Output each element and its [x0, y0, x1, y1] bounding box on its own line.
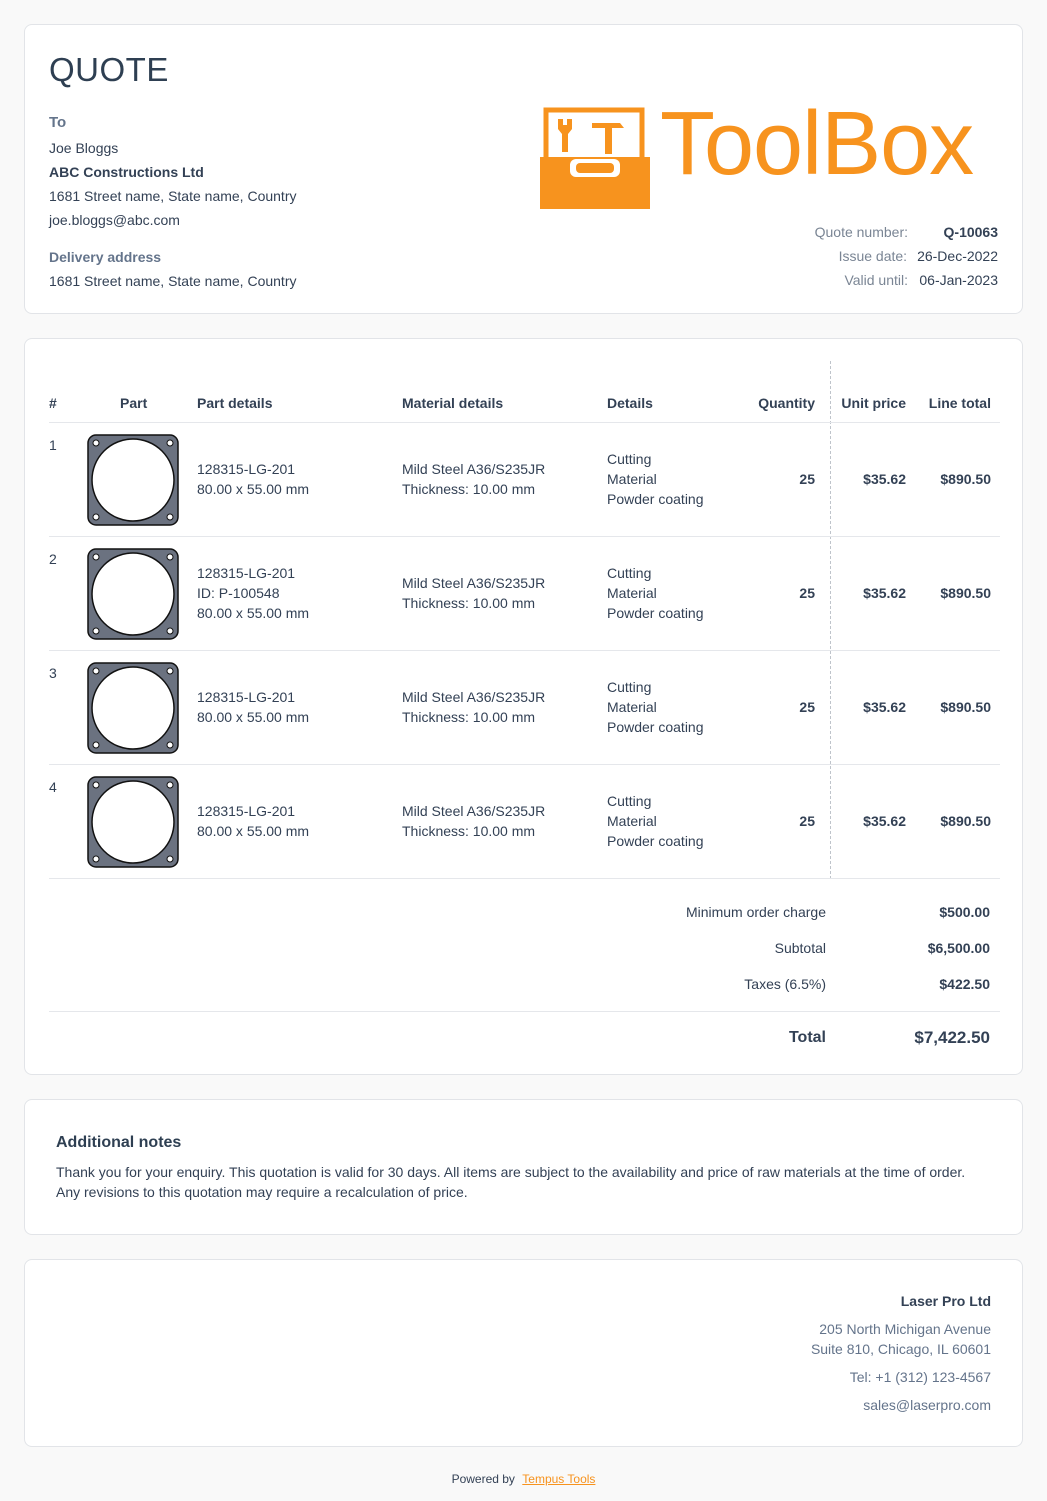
- customer-company: ABC Constructions Ltd: [49, 164, 204, 180]
- row-2-detail-coating: Powder coating: [607, 605, 704, 621]
- row-3-part-details: [197, 687, 309, 727]
- row-1-quantity: 25: [799, 471, 815, 487]
- row-2-quantity: 25: [799, 585, 815, 601]
- row-2-part-ref: ID: P-100548: [197, 585, 280, 601]
- summary-divider: [49, 1011, 1000, 1012]
- row-3-material-name: Mild Steel A36/S235JR: [402, 689, 546, 705]
- toolbox-icon: [540, 107, 650, 209]
- valid-until-label: Valid until:: [844, 272, 908, 288]
- quote-number: Q-10063: [943, 224, 998, 240]
- row-3-part-size: 80.00 x 55.00 mm: [197, 709, 310, 725]
- row-3-details: [607, 677, 704, 737]
- row-2-details: [607, 563, 704, 623]
- row-3-quantity: 25: [799, 699, 815, 715]
- row-1-detail-cutting: Cutting: [607, 451, 652, 467]
- customer-name: Joe Bloggs: [49, 140, 119, 156]
- row-2-part-id: 128315-LG-201: [197, 565, 296, 581]
- row-2-part-details: [197, 563, 309, 623]
- row-3-part-id: 128315-LG-201: [197, 689, 296, 705]
- powered-by: [0, 1472, 1047, 1486]
- quote-number-row: [815, 224, 998, 240]
- company-card: [24, 1259, 1023, 1447]
- col-header-num: #: [49, 395, 57, 411]
- issue-date-row: [839, 248, 998, 264]
- row-1-details: [607, 449, 704, 509]
- row-1-material: [402, 459, 545, 499]
- row-1-unit-price: $35.62: [863, 471, 906, 487]
- min-order-label: Minimum order charge: [685, 904, 826, 920]
- row-1-part-id: 128315-LG-201: [197, 461, 296, 477]
- part-thumbnail: [87, 662, 179, 754]
- company-address-2: Suite 810, Chicago, IL 60601: [810, 1341, 991, 1357]
- row-3-detail-material: Material: [607, 699, 657, 715]
- col-header-part-details: Part details: [197, 395, 273, 411]
- quote-number-label: Quote number:: [814, 224, 908, 240]
- row-divider: [49, 650, 1000, 651]
- min-order-value: $500.00: [939, 904, 990, 920]
- total-label: Total: [788, 1029, 826, 1046]
- row-1-num: 1: [49, 437, 57, 453]
- row-2-part-size: 80.00 x 55.00 mm: [197, 605, 310, 621]
- row-divider: [49, 536, 1000, 537]
- row-2-detail-cutting: Cutting: [607, 565, 652, 581]
- col-header-unit-price: Unit price: [841, 395, 906, 411]
- row-3-material-thickness: Thickness: 10.00 mm: [402, 709, 536, 725]
- company-email: sales@laserpro.com: [863, 1397, 991, 1413]
- row-1-material-name: Mild Steel A36/S235JR: [402, 461, 546, 477]
- delivery-label: Delivery address: [49, 249, 162, 265]
- toolbox-logo: [540, 94, 974, 214]
- row-3-line-total: $890.50: [940, 699, 991, 715]
- row-4-material-name: Mild Steel A36/S235JR: [402, 803, 546, 819]
- col-header-details: Details: [607, 395, 653, 411]
- row-2-num: 2: [49, 551, 57, 567]
- part-thumbnail: [87, 434, 179, 526]
- customer-email: joe.bloggs@abc.com: [49, 212, 180, 228]
- row-1-detail-material: Material: [607, 471, 657, 487]
- column-divider: [830, 361, 831, 879]
- row-3-detail-coating: Powder coating: [607, 719, 704, 735]
- row-4-quantity: 25: [799, 813, 815, 829]
- delivery-address: 1681 Street name, State name, Country: [49, 273, 297, 289]
- total-value: $7,422.50: [914, 1028, 990, 1047]
- row-4-detail-coating: Powder coating: [607, 833, 704, 849]
- valid-until-row: [844, 272, 998, 288]
- row-3-detail-cutting: Cutting: [607, 679, 652, 695]
- row-divider: [49, 878, 1000, 879]
- notes-card: [24, 1099, 1023, 1235]
- page-title: QUOTE: [49, 51, 169, 88]
- taxes-value: $422.50: [939, 976, 990, 992]
- row-4-detail-cutting: Cutting: [607, 793, 652, 809]
- to-label: To: [49, 114, 67, 131]
- issue-date-label: Issue date:: [838, 248, 908, 264]
- logo-text: ToolBox: [660, 94, 974, 194]
- row-4-unit-price: $35.62: [863, 813, 906, 829]
- row-2-material-name: Mild Steel A36/S235JR: [402, 575, 546, 591]
- col-header-line-total: Line total: [928, 395, 991, 411]
- row-2-unit-price: $35.62: [863, 585, 906, 601]
- row-3-material: [402, 687, 545, 727]
- subtotal-label: Subtotal: [774, 940, 826, 956]
- company-address-1: 205 North Michigan Avenue: [819, 1321, 991, 1337]
- row-4-part-details: [197, 801, 309, 841]
- quote-header-card: [24, 24, 1023, 314]
- row-1-detail-coating: Powder coating: [607, 491, 704, 507]
- row-1-line-total: $890.50: [940, 471, 991, 487]
- row-4-line-total: $890.50: [940, 813, 991, 829]
- row-2-line-total: $890.50: [940, 585, 991, 601]
- row-3-num: 3: [49, 665, 57, 681]
- company-name: Laser Pro Ltd: [900, 1293, 991, 1309]
- row-3-unit-price: $35.62: [863, 699, 906, 715]
- row-1-part-size: 80.00 x 55.00 mm: [197, 481, 310, 497]
- row-2-detail-material: Material: [607, 585, 657, 601]
- row-2-material: [402, 573, 545, 613]
- row-divider: [49, 764, 1000, 765]
- tempus-tools-link[interactable]: Tempus Tools: [522, 1472, 596, 1486]
- customer-address: 1681 Street name, State name, Country: [49, 188, 297, 204]
- row-2-material-thickness: Thickness: 10.00 mm: [402, 595, 536, 611]
- notes-text: Thank you for your enquiry. This quotation is valid for 30 days. All items are subject to the availability and price of raw materials at the time of order. Any revisions to this quotation may require a recalculation of price.: [56, 1164, 966, 1200]
- line-items-card: [24, 338, 1023, 1075]
- row-4-part-id: 128315-LG-201: [197, 803, 296, 819]
- part-thumbnail: [87, 548, 179, 640]
- part-thumbnail: [87, 776, 179, 868]
- row-1-material-thickness: Thickness: 10.00 mm: [402, 481, 536, 497]
- notes-title: Additional notes: [56, 1134, 182, 1151]
- subtotal-value: $6,500.00: [927, 940, 990, 956]
- row-4-material-thickness: Thickness: 10.00 mm: [402, 823, 536, 839]
- taxes-label: Taxes (6.5%): [744, 976, 826, 992]
- row-1-part-details: [197, 459, 309, 499]
- powered-by-text: Powered by: [451, 1472, 515, 1486]
- col-header-material: Material details: [402, 395, 504, 411]
- issue-date: 26-Dec-2022: [917, 248, 998, 264]
- row-4-details: [607, 791, 704, 851]
- header-divider: [49, 422, 1000, 423]
- col-header-part: Part: [120, 395, 148, 411]
- company-phone: Tel: +1 (312) 123-4567: [849, 1369, 991, 1385]
- row-4-num: 4: [49, 779, 57, 795]
- row-4-detail-material: Material: [607, 813, 657, 829]
- row-4-material: [402, 801, 545, 841]
- col-header-quantity: Quantity: [758, 395, 815, 411]
- row-4-part-size: 80.00 x 55.00 mm: [197, 823, 310, 839]
- valid-until: 06-Jan-2023: [919, 272, 998, 288]
